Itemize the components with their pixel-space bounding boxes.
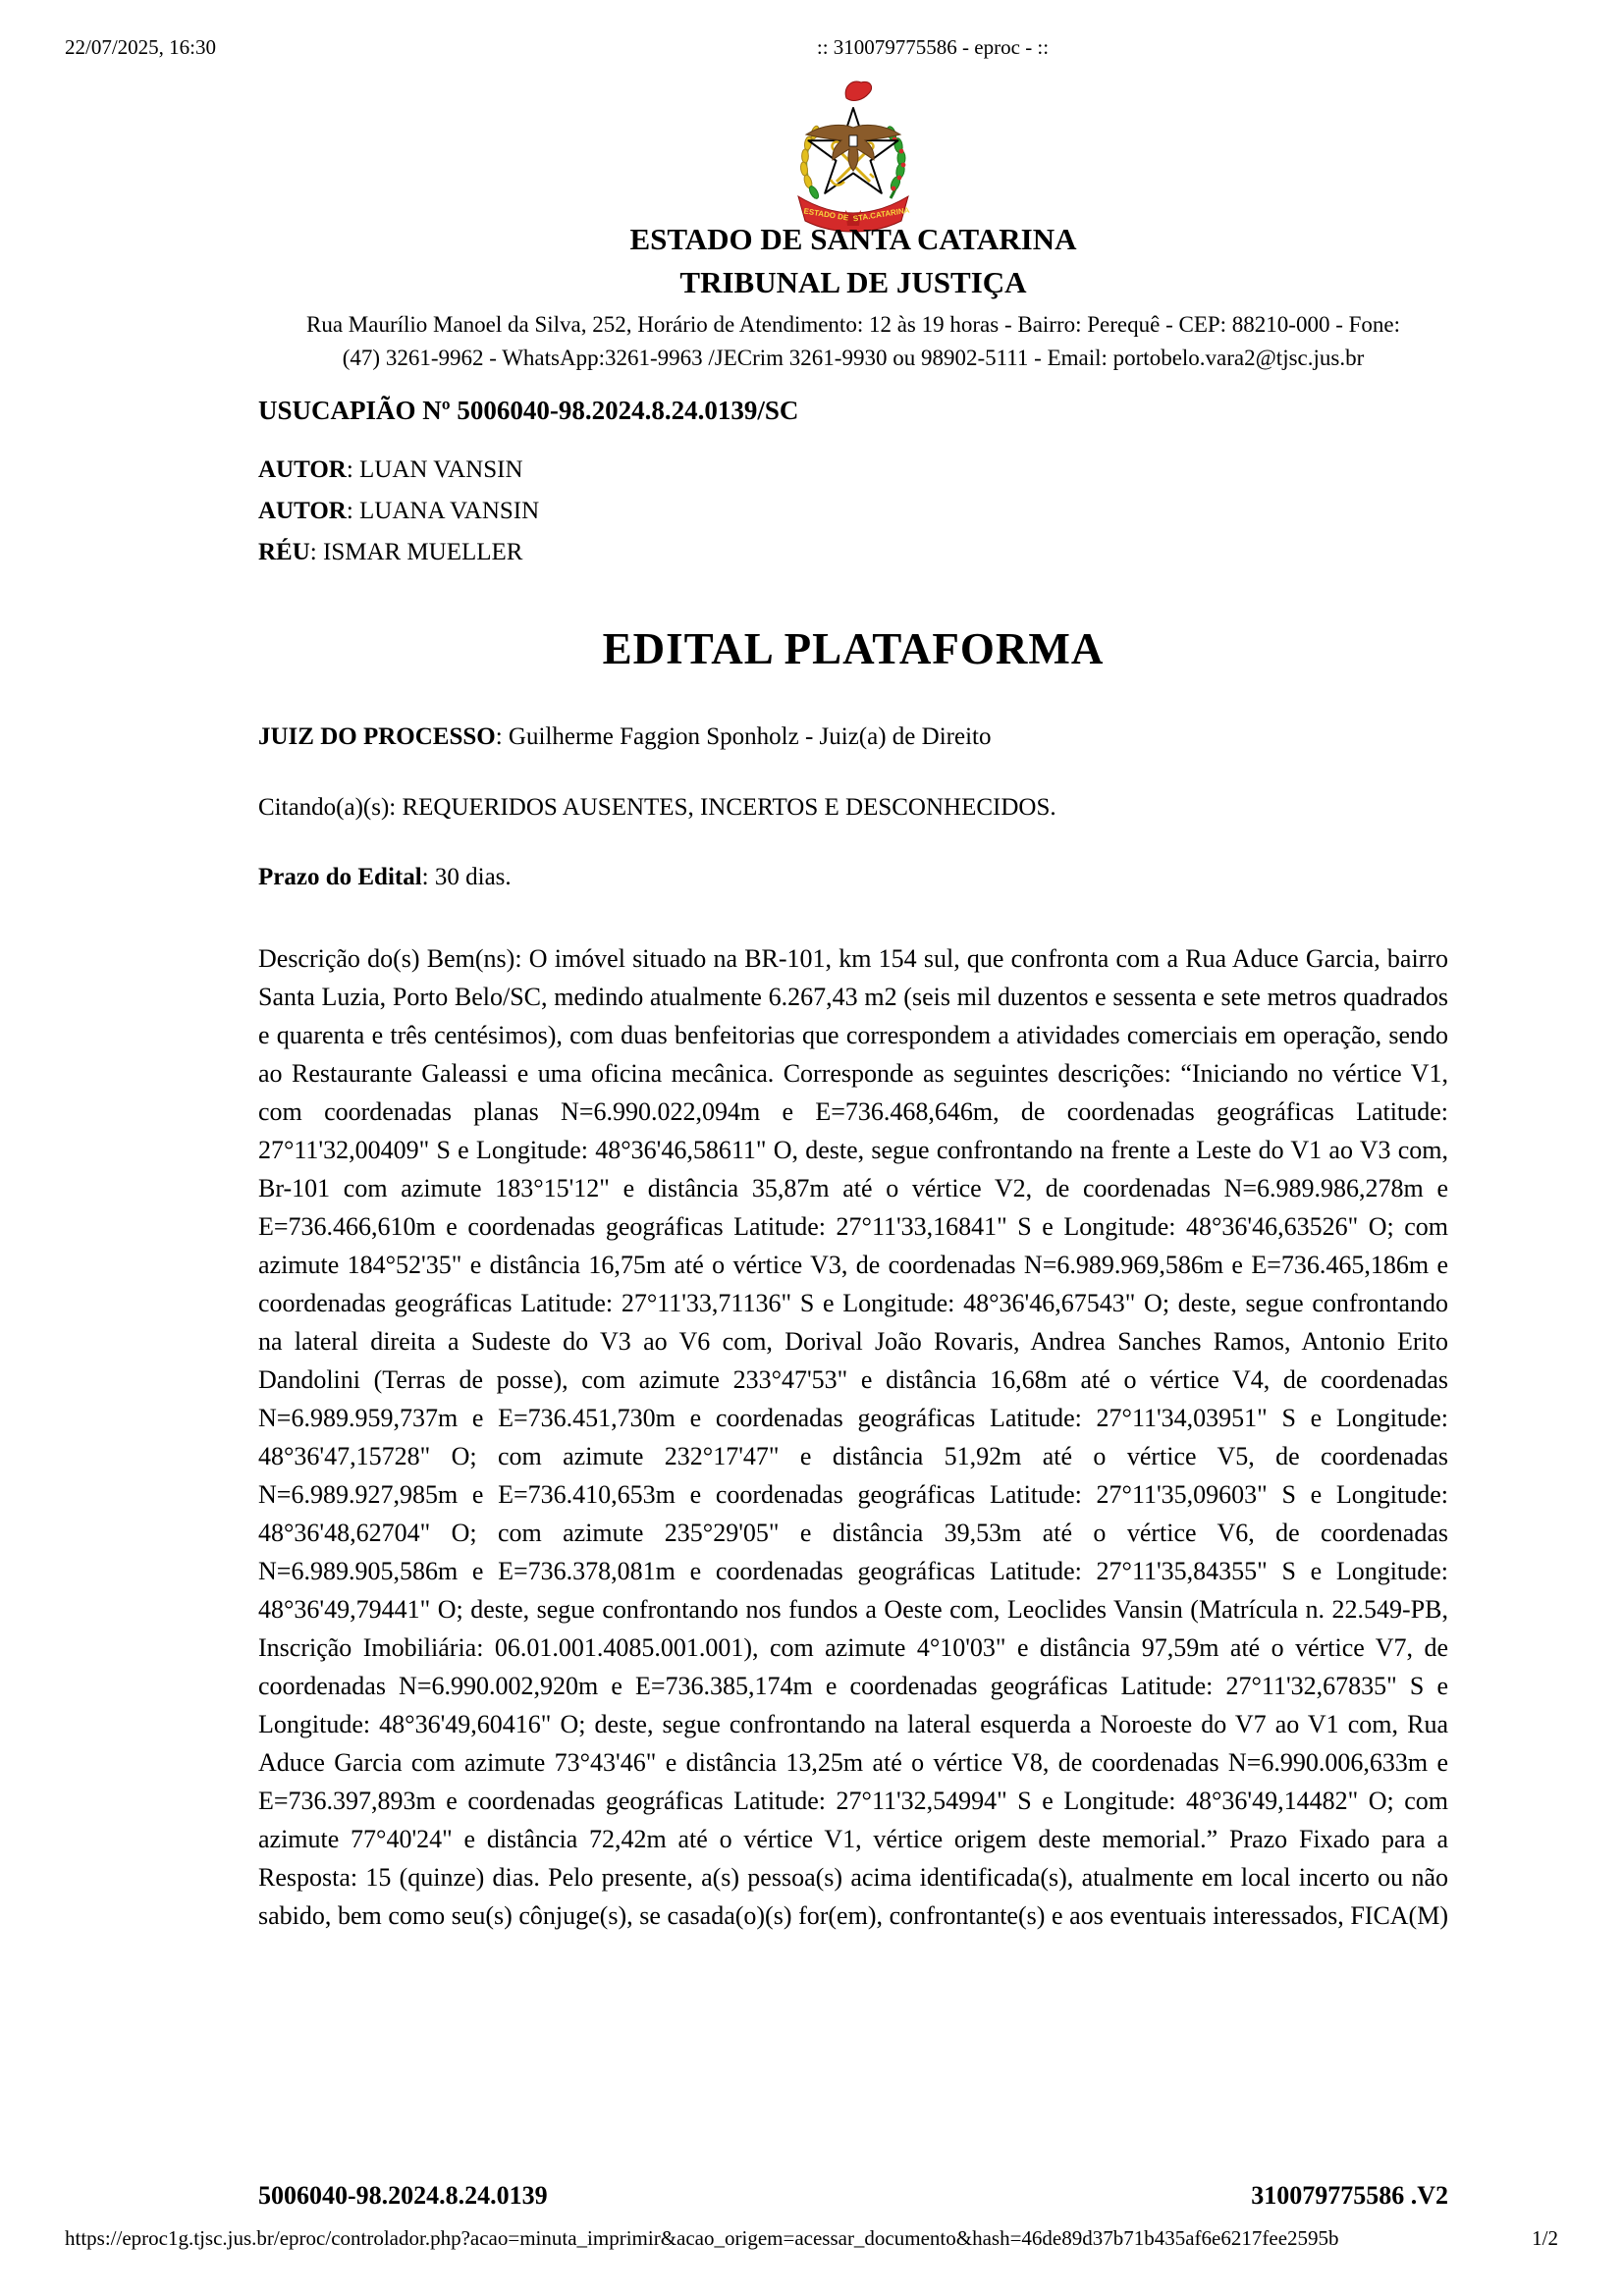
print-datetime: 22/07/2025, 16:30	[65, 35, 217, 59]
party-role: AUTOR	[258, 498, 347, 524]
ribbon-text-left: ESTADO DE	[802, 206, 849, 223]
phrygian-cap-icon	[845, 81, 871, 101]
prazo-label: Prazo do Edital	[258, 864, 422, 890]
document-body-column	[258, 0, 1448, 2296]
judge-line	[258, 723, 1448, 751]
parties-list	[258, 450, 1448, 573]
print-doc-title: :: 310079775586 - eproc - ::	[816, 35, 1050, 59]
judge-label: JUIZ DO PROCESSO	[258, 723, 496, 750]
institution-address	[258, 308, 1448, 375]
institution-address-line1: Rua Maurílio Manoel da Silva, 252, Horário de Atendimento: 12 às 19 horas - Bairro: Perequê - CEP: 88210-000 - Fone:	[305, 312, 1401, 337]
ribbon-text-right: STA.CATARINA	[852, 205, 911, 224]
party-name: : LUAN VANSIN	[346, 456, 523, 483]
prazo-value: : 30 dias.	[421, 864, 512, 890]
footer-case-number: 5006040-98.2024.8.24.0139	[258, 2181, 548, 2210]
document-footer	[258, 2181, 1448, 2211]
institution-address-line2: (47) 3261-9962 - WhatsApp:3261-9963 /JECrim 3261-9930 ou 98902-5111 - Email: portobelo.vara2@tjsc.jus.br	[342, 346, 1365, 370]
party-name: : ISMAR MUELLER	[309, 539, 523, 565]
party-row	[258, 491, 1448, 532]
print-footer	[65, 2226, 1558, 2251]
judge-value: : Guilherme Faggion Sponholz - Juiz(a) de Direito	[495, 723, 992, 750]
case-title: USUCAPIÃO Nº 5006040-98.2024.8.24.0139/SC	[258, 396, 799, 425]
party-role: AUTOR	[258, 456, 347, 483]
party-row	[258, 450, 1448, 491]
institution-header	[258, 218, 1448, 375]
institution-state: ESTADO DE SANTA CATARINA	[629, 222, 1077, 256]
eagle-shield-icon	[849, 135, 857, 146]
prazo-line	[258, 864, 1448, 891]
party-name: : LUANA VANSIN	[346, 498, 540, 524]
citando-line: Citando(a)(s): REQUERIDOS AUSENTES, INCERTOS E DESCONHECIDOS.	[258, 794, 1056, 821]
edital-body-paragraph: Descrição do(s) Bem(ns): O imóvel situado na BR-101, km 154 sul, que confronta com a Rua Aduce Garcia, bairro Santa Luzia, Porto Belo/SC, medindo atualmente 6.267,43 m2 (seis mil duzentos e sessenta e sete metros quadrados e quarenta e três centésimos), com duas benfeitorias que correspondem a atividades comerciais em operação, sendo ao Restaurante Galeassi e uma oficina mecânica. Corresponde as seguintes descrições: “Iniciando no vértice V1, com coordenadas planas N=6.990.022,094m e E=736.468,646m, de coordenadas geográficas Latitude: 27°11'32,00409" S e Longitude: 48°36'46,58611" O, deste, segue confrontando na frente a Leste do V1 ao V3 com, Br-101 com azimute 183°15'12" e distância 35,87m até o vértice V2, de coordenadas N=6.989.986,278m e E=736.466,610m e coordenadas geográficas Latitude: 27°11'33,16841" S e Longitude: 48°36'46,63526" O; com azimute 184°52'35" e distância 16,75m até o vértice V3, de coordenadas N=6.989.969,586m e E=736.465,186m e coordenadas geográficas Latitude: 27°11'33,71136" S e Longitude: 48°36'46,67543" O; deste, segue confrontando na lateral direita a Sudeste do V3 ao V6 com, Dorival João Rovaris, Andrea Sanches Ramos, Antonio Erito Dandolini (Terras de posse), com azimute 233°47'53" e distância 16,68m até o vértice V4, de coordenadas N=6.989.959,737m e E=736.451,730m e coordenadas geográficas Latitude: 27°11'34,03951" S e Longitude: 48°36'47,15728" O; com azimute 232°17'47" e distância 51,92m até o vértice V5, de coordenadas N=6.989.927,985m e E=736.410,653m e coordenadas geográficas Latitude: 27°11'35,09603" S e Longitude: 48°36'48,62704" O; com azimute 235°29'05" e distância 39,53m até o vértice V6, de coordenadas N=6.989.905,586m e E=736.378,081m e coordenadas geográficas Latitude: 27°11'35,84355" S e Longitude: 48°36'49,79441" O; deste, segue confrontando nos fundos a Oeste com, Leoclides Vansin (Matrícula n. 22.549-PB, Inscrição Imobiliária: 06.01.001.4085.001.001), com azimute 4°10'03" e distância 97,59m até o vértice V7, de coordenadas N=6.990.002,920m e E=736.385,174m e coordenadas geográficas Latitude: 27°11'32,67835" S e Longitude: 48°36'49,60416" O; deste, segue confrontando na lateral esquerda a Noroeste do V7 ao V1 com, Rua Aduce Garcia com azimute 73°43'46" e distância 13,25m até o vértice V8, de coordenadas N=6.990.006,633m e E=736.397,893m e coordenadas geográficas Latitude: 27°11'32,54994" S e Longitude: 48°36'49,14482" O; com azimute 77°40'24" e distância 72,42m até o vértice V1, vértice origem deste memorial.” Prazo Fixado para a Resposta: 15 (quinze) dias. Pelo presente, a(s) pessoa(s) acima identificada(s), atualmente em local incerto ou não sabido, bem como seu(s) cônjuge(s), se casada(o)(s) for(em), confrontante(s) e aos eventuais interessados, FICA(M)	[258, 944, 1448, 1930]
party-row	[258, 532, 1448, 573]
party-role: RÉU	[258, 539, 310, 565]
footer-document-version: 310079775586 .V2	[1251, 2181, 1448, 2210]
print-footer-url: https://eproc1g.tjsc.jus.br/eproc/controlador.php?acao=minuta_imprimir&acao_origem=acessar_documento&hash=46de89d37b71b435af6e6217fee2595b	[65, 2226, 1339, 2250]
print-footer-page-indicator: 1/2	[1532, 2226, 1558, 2250]
institution-court: TRIBUNAL DE JUSTIÇA	[679, 265, 1027, 299]
santa-catarina-coat-of-arms	[784, 79, 922, 234]
edital-title: EDITAL PLATAFORMA	[602, 624, 1105, 673]
